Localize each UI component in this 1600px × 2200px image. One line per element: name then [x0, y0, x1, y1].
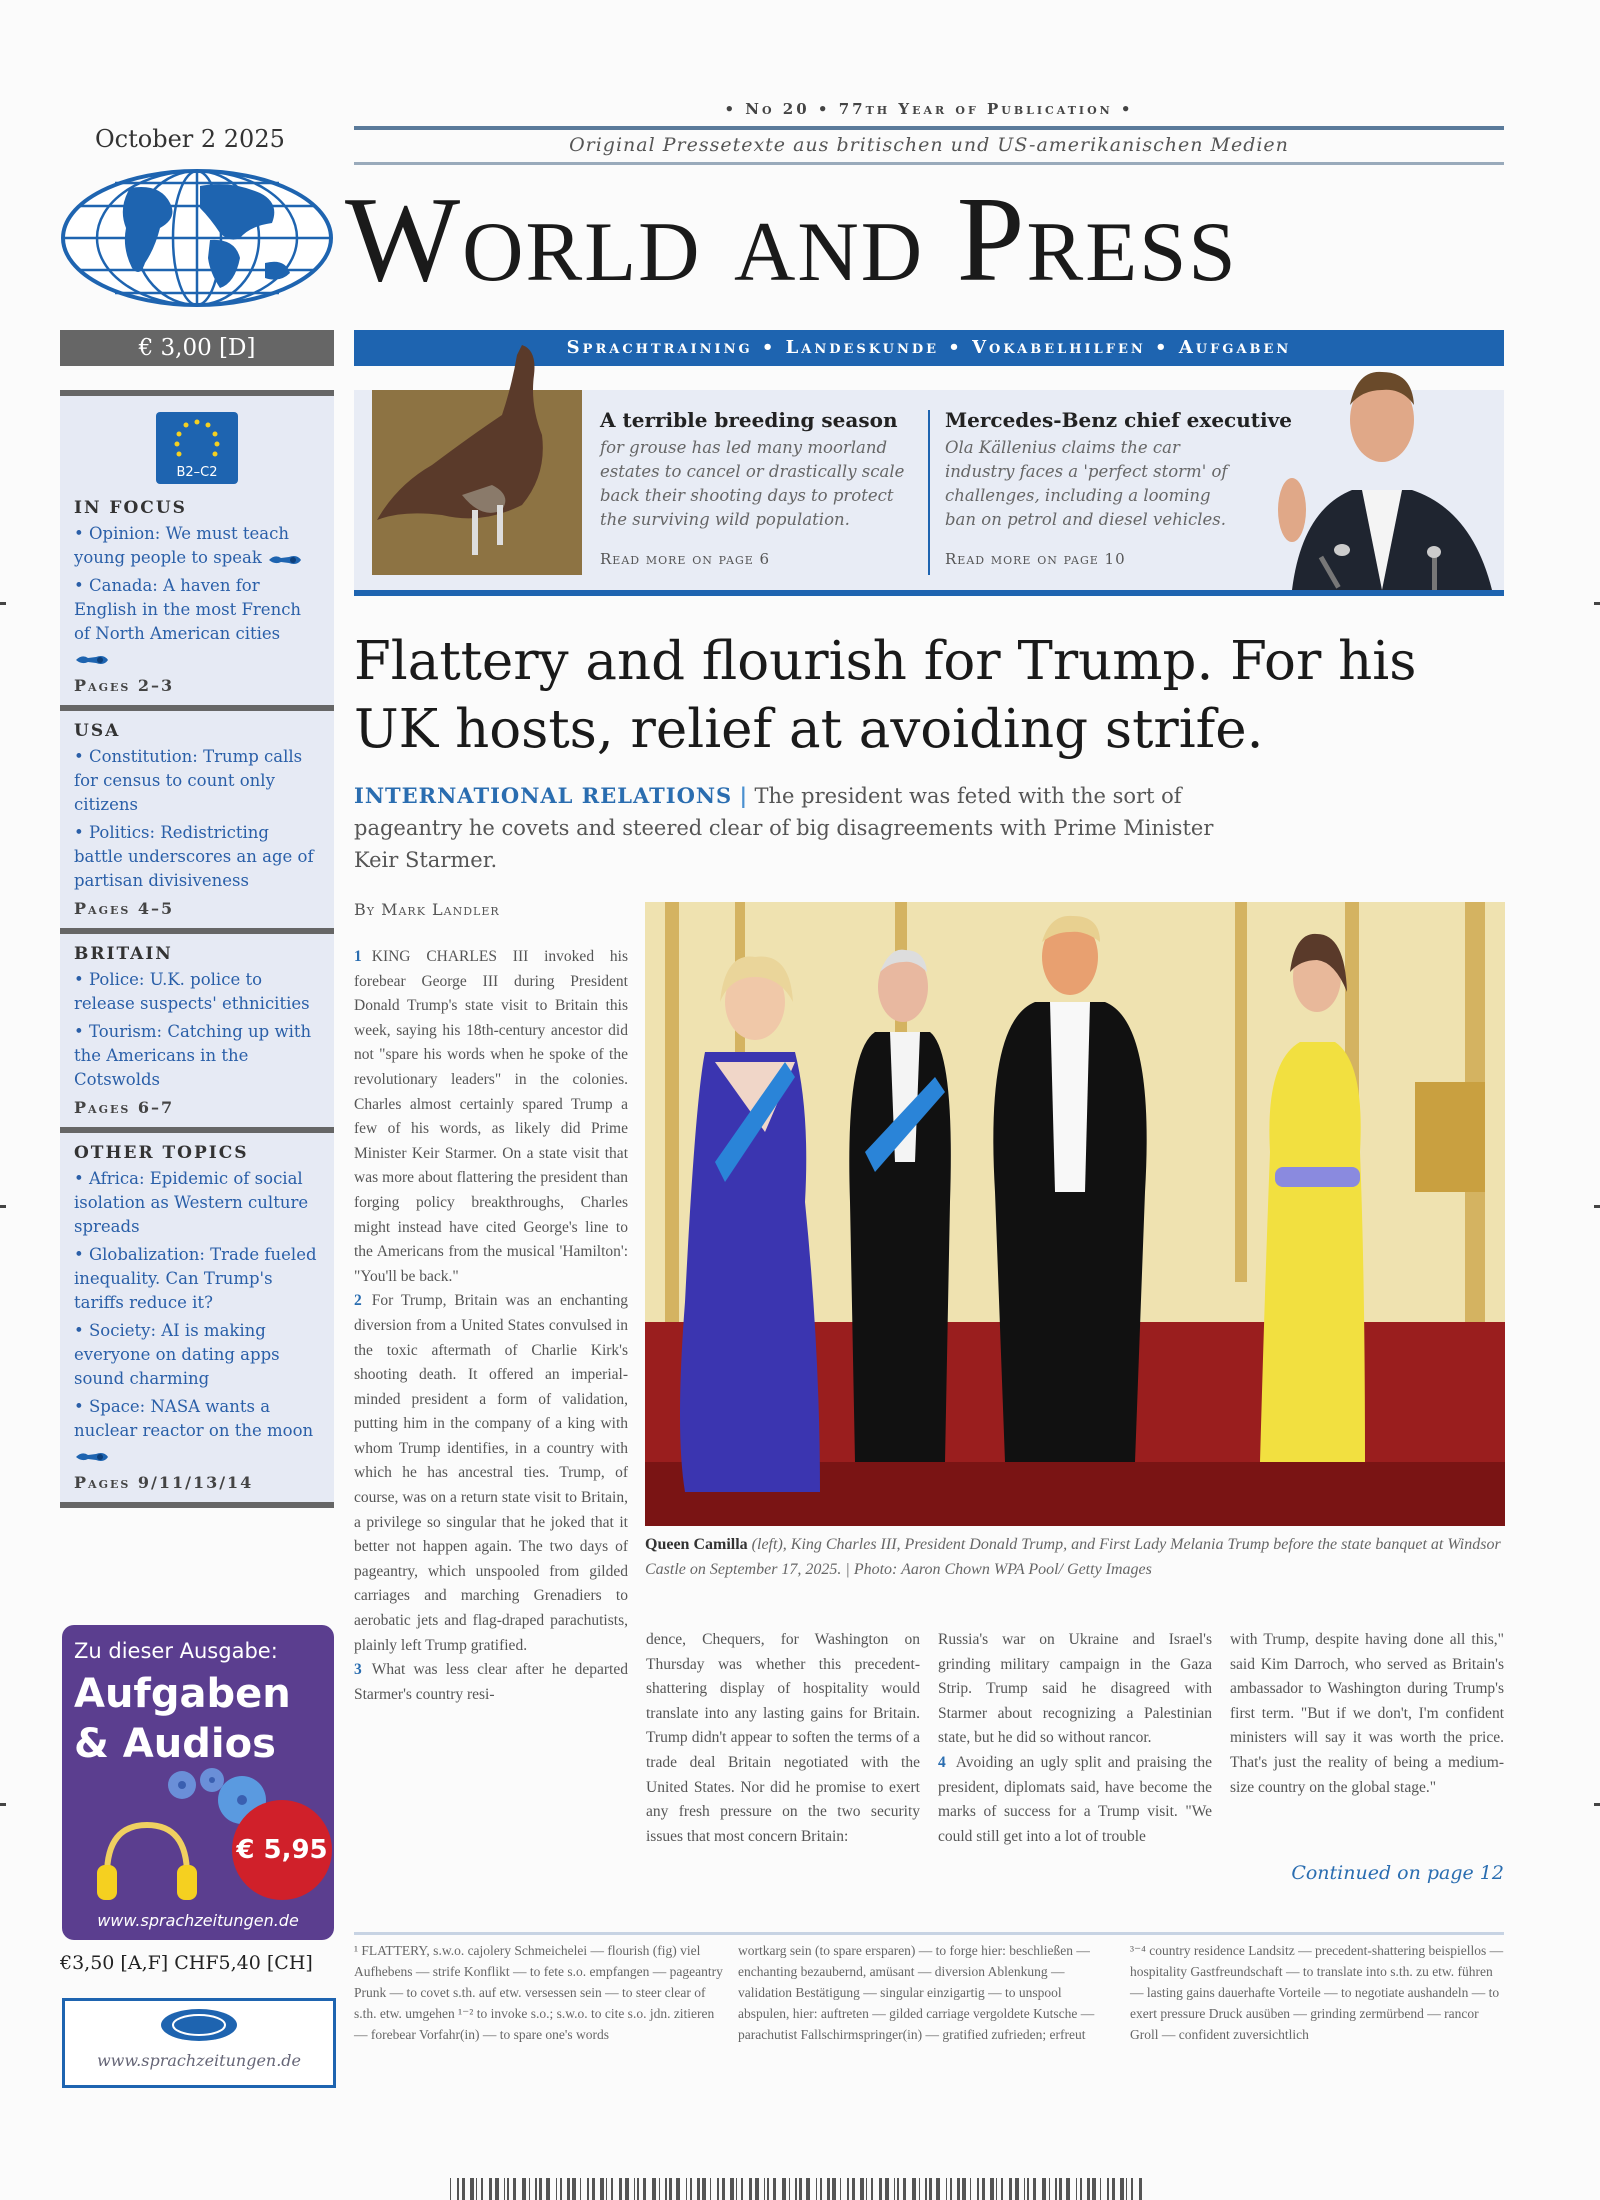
ad-title [74, 1669, 291, 1769]
barcode-bar [697, 2178, 700, 2200]
topics-bar: Sprachtraining • Landeskunde • Vokabelhilfen • Aufgaben [354, 330, 1504, 366]
barcode-bar [919, 2178, 920, 2200]
barcode-bar [990, 2178, 994, 2200]
international-prices: €3,50 [A,F] CHF5,40 [CH] [60, 1952, 313, 1974]
globe-logo-icon [60, 168, 334, 308]
issue-line: • No 20 • 77th Year of Publication • [724, 100, 1134, 118]
sidebar-link-text: • Canada: A haven for English in the most French of North American cities [74, 576, 302, 643]
barcode-bar [546, 2178, 550, 2200]
barcode-bar [539, 2178, 542, 2200]
paragraph-text: Russia's war on Ukraine and Israel's grinding military campaign in the Gaza Strip. Trump said he disagreed with Starmer about recognizing a Palestinian state, but he did so without rancor. [938, 1631, 1212, 1747]
ad-url[interactable]: www.sprachzeitungen.de [97, 1911, 299, 1930]
article-kicker: INTERNATIONAL RELATIONS [354, 783, 733, 808]
barcode-bar [885, 2178, 889, 2200]
barcode-bar [522, 2178, 526, 2200]
barcode-bar [871, 2178, 873, 2200]
article-summary: The president was feted with the sort of pageantry he covets and steered clear of big disagreements with Prime Minister Keir Starmer. [354, 784, 1214, 872]
vocabulary-column-2: wortkarg sein (to spare ersparen) — to forge hier: beschließen — enchanting bezaubernd, amüsant — diversion Ablenkung — validation Bestätigung — singular einzigartig — to unspool abspulen, hier: auftreten — gilded carriage vergoldete Kutsche — parachutist Fallschirmspringer(in) — gratified zufrieden; erfreut [738, 1943, 1095, 2042]
state-banquet-photo [645, 902, 1505, 1526]
barcode-bar [1092, 2178, 1096, 2200]
barcode-bar [1080, 2178, 1082, 2200]
section-pages: Pages 2–3 [74, 676, 175, 695]
barcode-bar [1042, 2178, 1046, 2200]
barcode-bar [567, 2178, 570, 2200]
audio-icon [74, 652, 110, 666]
barcode-bar [894, 2178, 895, 2200]
barcode-bar [946, 2178, 947, 2200]
sidebar-section-in-focus [60, 396, 334, 705]
barcode-bar [847, 2178, 849, 2200]
sidebar-link[interactable]: • Tourism: Catching up with the Americans in the Cotswolds [74, 1022, 312, 1089]
paragraph-text: Avoiding an ugly split and praising the president, diplomats said, have become the marks of success for a Trump visit. "We could still get into a lot of trouble [938, 1753, 1212, 1845]
divider [60, 1502, 334, 1508]
divider [354, 1932, 1504, 1935]
barcode-bar [925, 2178, 927, 2200]
barcode-bar [560, 2178, 562, 2200]
barcode-bar [643, 2178, 646, 2200]
barcode-bar [1024, 2178, 1025, 2200]
article-deck: INTERNATIONAL RELATIONS | The president was feted with the sort of pageantry he covets and steered clear of big disagreements with Prime Minister Keir Starmer. [354, 783, 1214, 872]
barcode-bar [1009, 2178, 1012, 2200]
article-headline: Flattery and flourish for Trump. For his UK hosts, relief at avoiding strife. [354, 631, 1417, 760]
caption-subject: Queen Camilla [645, 1536, 748, 1553]
caption-text: (left), King Charles III, President Donald Trump, and First Lady Melania Trump before the state banquet at Windsor Castle on September 17, 2025. | Photo: Aaron Chown WPA Pool/ Getty Images [645, 1536, 1501, 1578]
paragraph-text: What was less clear after he departed Starmer's country resi- [354, 1661, 628, 1703]
newspaper-title: World and Press [345, 172, 1238, 307]
barcode-bar [625, 2178, 629, 2200]
barcode-bar [600, 2178, 604, 2200]
paragraph-number: 1 [354, 948, 362, 965]
sidebar-link[interactable]: • Politics: Redistricting battle underscores an age of partisan divisiveness [74, 823, 314, 890]
barcode-bar [1001, 2178, 1003, 2200]
ceo-photo [1236, 360, 1502, 590]
teaser-mercedes[interactable] [945, 408, 1292, 568]
barcode-bar [912, 2178, 916, 2200]
article-column-3 [938, 1628, 1212, 1849]
byline: By Mark Landler [354, 900, 500, 919]
divider [354, 162, 1504, 165]
barcode-bar [860, 2178, 864, 2200]
barcode-bar [827, 2178, 830, 2200]
barcode-bar [832, 2178, 836, 2200]
barcode-bar [879, 2178, 882, 2200]
divider [354, 126, 1504, 130]
barcode-bar [767, 2178, 769, 2200]
barcode-bar [556, 2178, 557, 2200]
barcode-bar [982, 2178, 985, 2200]
sidebar-link[interactable]: • Society: AI is making everyone on dating apps sound charming [74, 1321, 280, 1388]
barcode-bar [476, 2178, 477, 2200]
sidebar-section-britain [60, 934, 334, 1127]
sidebar-contents [60, 390, 334, 1508]
ad-title-line: Aufgaben [74, 1671, 291, 1717]
section-pages: Pages 6–7 [74, 1098, 175, 1117]
barcode-bar [529, 2178, 530, 2200]
barcode-bar [852, 2178, 855, 2200]
teaser-read-more-link[interactable]: Read more on page 6 [600, 550, 771, 568]
barcode-bar [580, 2178, 581, 2200]
barcode-bar [572, 2178, 576, 2200]
barcode-bar [665, 2178, 667, 2200]
barcode-bar [495, 2178, 499, 2200]
section-pages: Pages 9/11/13/14 [74, 1473, 254, 1492]
barcode-bar [702, 2178, 706, 2200]
article-column-2: dence, Chequers, for Washington on Thursday was whether this precedent-shattering display of hospitality would translate into any lasting gains for Britain. Trump didn't appear to soften the terms of a trade deal Britain negotiated with the United States. Nor did he promise to exert any fresh pressure on the two security issues that most concern Britain: [646, 1631, 920, 1845]
barcode-bar [634, 2178, 635, 2200]
paragraph-number: 2 [354, 1292, 362, 1310]
section-heading: USA [74, 721, 121, 741]
barcode-bar [1055, 2178, 1057, 2200]
barcode-bar [1126, 2178, 1127, 2200]
crop-mark [1594, 1205, 1600, 1208]
barcode-bar [686, 2178, 687, 2200]
barcode-bar [1049, 2178, 1050, 2200]
sidebar-link[interactable] [74, 1395, 320, 1467]
crop-mark [0, 602, 6, 605]
paragraph [354, 1289, 628, 1658]
barcode-bar [669, 2178, 672, 2200]
barcode-bar [504, 2178, 505, 2200]
barcode-bar [717, 2178, 719, 2200]
paragraph [938, 1751, 1212, 1849]
barcode-bar [929, 2178, 932, 2200]
paragraph-number: 4 [938, 1753, 946, 1771]
barcode-bar [736, 2178, 737, 2200]
barcode-bar [457, 2178, 459, 2200]
barcode-bar [764, 2178, 765, 2200]
barcode-bar [489, 2178, 492, 2200]
barcode-bar [840, 2178, 841, 2200]
barcode-bar [1107, 2178, 1109, 2200]
barcode-bar [741, 2178, 743, 2200]
barcode-bar [676, 2178, 680, 2200]
sidebar-link[interactable]: • Africa: Epidemic of social isolation as Western culture spreads [74, 1169, 309, 1236]
section-heading: OTHER TOPICS [74, 1143, 249, 1163]
barcode-bar [749, 2178, 752, 2200]
tagline: Original Pressetexte aus britischen und US-amerikanischen Medien [569, 134, 1289, 156]
barcode-bar [970, 2178, 971, 2200]
paragraph [938, 1628, 1212, 1751]
section-heading: IN FOCUS [74, 498, 187, 518]
barcode-bar [652, 2178, 656, 2200]
barcode-bar [513, 2178, 516, 2200]
barcode-bar [962, 2178, 966, 2200]
barcode-bar [1139, 2178, 1142, 2200]
crop-mark [0, 1803, 6, 1806]
teaser-grouse[interactable] [600, 408, 920, 568]
paragraph-number: 3 [354, 1661, 362, 1679]
sidebar-link[interactable]: • Police: U.K. police to release suspects' ethnicities [74, 970, 310, 1013]
audio-icon [74, 1449, 110, 1463]
barcode-bar [587, 2178, 589, 2200]
barcode-bar [659, 2178, 660, 2200]
barcode-bar [470, 2178, 474, 2200]
barcode-bar [996, 2178, 997, 2200]
publisher-url: www.sprachzeitungen.de [96, 2051, 302, 2070]
barcode-bar [789, 2178, 790, 2200]
barcode-bar [1120, 2178, 1124, 2200]
barcode-bar [795, 2178, 797, 2200]
barcode-bar [820, 2178, 822, 2200]
barcode-bar [730, 2178, 734, 2200]
barcode-bar [592, 2178, 595, 2200]
section-heading: BRITAIN [74, 944, 173, 964]
vocabulary-column-3: ³⁻⁴ country residence Landsitz — precedent-shattering beispiellos — hospitality Gastfreundschaft — to translate into s.th. zu etw. führen — lasting gains dauerhafte Vorteile — to negotiate aushandeln — to exert pressure Druck ausüben — grinding zermürbend — rancor Groll — confident zuversichtlich [1130, 1943, 1504, 2042]
barcode-bar [903, 2178, 906, 2200]
barcode-bar [773, 2178, 776, 2200]
barcode-bar [897, 2178, 899, 2200]
audio-icon [267, 552, 303, 566]
barcode-bar [462, 2178, 465, 2200]
teaser-headline: Mercedes-Benz chief executive [945, 408, 1292, 432]
barcode-bar [806, 2178, 810, 2200]
barcode-bar [782, 2178, 786, 2200]
publisher-logo[interactable] [62, 1998, 336, 2088]
barcode-bar [1015, 2178, 1019, 2200]
barcode-bar [507, 2178, 509, 2200]
sidebar-link[interactable]: • Globalization: Trade fueled inequality. Can Trump's tariffs reduce it? [74, 1245, 317, 1312]
divider [928, 410, 930, 575]
barcode-bar [1059, 2178, 1062, 2200]
paragraph-text: KING CHARLES III invoked his forebear George III during President Donald Trump's state visit to Britain this week, saying his 18th-century ancestor did not "spare his words when he spoke of the revolutionary leaders" in the colonies. Charles almost certainly spared Trump a few of his words, as likely did Prime Minister Keir Starmer. On a state visit that was more about flattering the president than forging policy breakthroughs, Charles might instead have cited George's line to the Americans from the musical 'Hamilton': "You'll be back." [354, 948, 628, 1285]
crop-mark [0, 1205, 6, 1208]
ad-price-badge: € 5,95 [232, 1800, 332, 1900]
barcode-bar [1087, 2178, 1090, 2200]
barcode-bar [1100, 2178, 1101, 2200]
barcode-bar [866, 2178, 867, 2200]
sidebar-section-other-topics [60, 1133, 334, 1502]
barcode-bar [950, 2178, 952, 2200]
sidebar-section-usa [60, 711, 334, 928]
paragraph [354, 1658, 628, 1707]
barcode-bar [710, 2178, 711, 2200]
section-pages: Pages 4–5 [74, 899, 175, 918]
barcode-bar [611, 2178, 613, 2200]
ad-intro: Zu dieser Ausgabe: [74, 1639, 278, 1663]
headphones-icon [92, 1815, 202, 1905]
paragraph [354, 945, 628, 1289]
photo-caption [645, 1532, 1505, 1582]
sidebar-link[interactable] [74, 574, 320, 670]
barcode-bar [957, 2178, 960, 2200]
barcode-bar [606, 2178, 607, 2200]
teaser-read-more-link[interactable]: Read more on page 10 [945, 550, 1126, 568]
article-column-4: with Trump, despite having done all this," said Kim Darroch, who served as Britain's ambassador to Washington during Trump's first term. "But if we don't, I'm confident ministers will say it was worth the price. That's just the reality of being a medium-size country on the global stage." [1230, 1631, 1504, 1796]
price-badge: € 3,00 [D] [60, 330, 334, 366]
barcode-bar [799, 2178, 802, 2200]
barcode-bar [755, 2178, 759, 2200]
continued-link[interactable]: Continued on page 12 [1291, 1862, 1504, 1884]
teaser-body: for grouse has led many moorland estates to cancel or drastically scale back their shooting days to protect the surviving wild population. [600, 438, 905, 529]
barcode-bar [816, 2178, 817, 2200]
barcode-bar [481, 2178, 483, 2200]
barcode-bar [1033, 2178, 1036, 2200]
ad-title-line: & Audios [74, 1721, 276, 1767]
barcode-bar [690, 2178, 692, 2200]
barcode-bar [1076, 2178, 1077, 2200]
sidebar-link-text: • Space: NASA wants a nuclear reactor on the moon [74, 1397, 314, 1440]
barcode-bar [637, 2178, 639, 2200]
issue-date: October 2 2025 [95, 125, 285, 153]
teaser-headline: A terrible breeding season [600, 408, 898, 432]
barcode-bar [1131, 2178, 1133, 2200]
barcode-bar [450, 2178, 451, 2200]
vocabulary-column-1: ¹ FLATTERY, s.w.o. cajolery Schmeichelei — flourish (fig) viel Aufhebens — strife Konflikt — to fete s.o. empfangen — pageantry Prunk — to covet s.th. auf etw. versessen sein — to steer clear of s.th. etw. umgehen ¹⁻² to invoke s.o.; s.w.o. to cite s.o. jdn. zitieren — forebear Vorfahr(in) — to spare one's words [354, 1943, 723, 2042]
barcode-bar [1027, 2178, 1029, 2200]
sidebar-link[interactable] [74, 522, 320, 570]
barcode-bar [1066, 2178, 1070, 2200]
barcode [450, 2178, 1150, 2200]
sidebar-link[interactable]: • Constitution: Trump calls for census to count only citizens [74, 747, 303, 814]
paragraph-text: For Trump, Britain was an enchanting diversion from a United States convulsed in the toxic aftermath of Charlie Kirk's shooting death. It offered an imperial-minded president a form of validation, putting him in the company of a king with whom Trump identifies, in a country with which he has ancestral ties. Trump, of course, was on a return state visit to Britain, a privilege so singular that he joked that it better not happen again. The two days of pageantry, which unspooled from gilded carriages and marching Grenadiers to aerobatic jets and flag-draped parachutists, plainly left Trump gratified. [354, 1292, 628, 1654]
publisher-globe-icon [159, 2007, 239, 2043]
grouse-photo [372, 345, 582, 575]
sidebar-link-text: • Opinion: We must teach young people to speak [74, 524, 289, 567]
crop-mark [1594, 602, 1600, 605]
barcode-bar [936, 2178, 940, 2200]
eu-level-badge-icon [156, 412, 238, 484]
barcode-bar [619, 2178, 622, 2200]
barcode-bar [1112, 2178, 1115, 2200]
teaser-body: Ola Källenius claims the car industry faces a 'perfect storm' of challenges, including a looming ban on petrol and diesel vehicles. [945, 438, 1228, 529]
barcode-bar [977, 2178, 979, 2200]
audio-exercises-ad[interactable] [62, 1625, 334, 1940]
level-badge-text: B2–C2 [176, 465, 218, 480]
barcode-bar [535, 2178, 537, 2200]
barcode-bar [722, 2178, 725, 2200]
article-column-1 [354, 945, 628, 1707]
crop-mark [1594, 1803, 1600, 1806]
